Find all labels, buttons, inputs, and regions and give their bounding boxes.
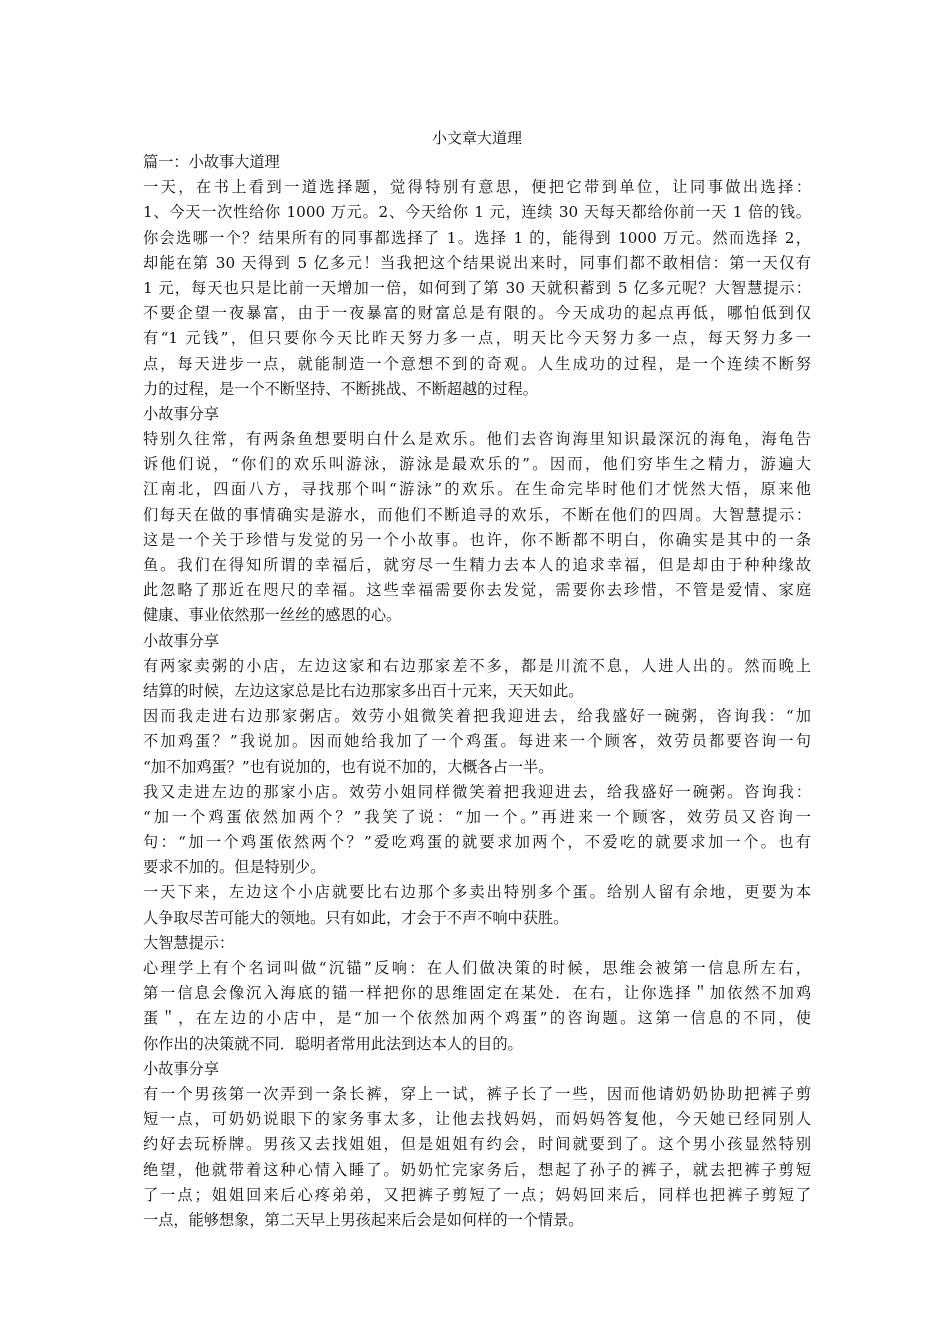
text-line: “加一个鸡蛋依然加两个？”我笑了说：“加一个。”再进来一个顾客，效劳员又咨询一 [143, 807, 811, 826]
text-line: 心理学上有个名词叫做“沉锚”反响：在人们做决策的时候，思维会被第一信息所左右， [143, 959, 811, 977]
text-line: 绝望，他就带着这种心情入睡了。奶奶忙完家务后，想起了孙子的裤子，就去把裤子剪短 [143, 1160, 811, 1179]
text-line: 有两家卖粥的小店，左边这家和右边那家差不多，都是川流不息，人进人出的。然而晚上 [143, 656, 811, 675]
text-line: 鱼。我们在得知所谓的幸福后，就穷尽一生精力去本人的追求幸福，但是却由于种种缘故 [143, 556, 811, 574]
document-body [143, 150, 811, 1233]
text-line: 要求不加的。但是特别少。 [143, 858, 326, 877]
text-line: 大智慧提示： [143, 933, 235, 952]
text-line: 健康、事业依然那一丝丝的感恩的心。 [143, 606, 402, 625]
text-line: 一天，在书上看到一道选择题，觉得特别有意思，便把它带到单位，让同事做出选择： [143, 178, 811, 197]
text-line: 你作出的决策就不同．聪明者常用此法到达本人的目的。 [143, 1034, 523, 1053]
text-line: 约好去玩桥牌。男孩又去找姐姐，但是姐姐有约会，时间就要到了。这个男小孩显然特别 [143, 1135, 811, 1154]
text-line: 一天下来，左边这个小店就要比右边那个多卖出特别多个蛋。给别人留有余地，更要为本 [143, 883, 811, 902]
text-line: “加不加鸡蛋？”也有说加的，也有说不加的，大概各占一半。 [143, 757, 554, 776]
text-line: 点，每天进步一点，就能制造一个意想不到的奇观。人生成功的过程，是一个连续不断努 [143, 354, 811, 373]
text-line: 1、今天一次性给你 1000 万元。2、今天给你 1 元，连续 30 天每天都给你前一天 1 倍的钱。 [143, 203, 811, 222]
text-line: 一点，能够想象，第二天早上男孩起来后会是如何样的一个情景。 [143, 1210, 584, 1229]
text-line: 却能在第 30 天得到 5 亿多元！当我把这个结果说出来时，同事们都不敢相信：第一天仅有 [143, 253, 811, 272]
text-line: 们每天在做的事情确实是游水，而他们不断追寻的欢乐，不断在他们的四周。大智慧提示： [143, 505, 811, 524]
text-line: 人争取尽苦可能大的领地。只有如此，才会于不声不响中获胜。 [143, 908, 569, 927]
text-line: 蛋＂，在左边的小店中，是“加一个依然加两个鸡蛋”的咨询题。这第一信息的不同，使 [143, 1009, 811, 1028]
document-page [143, 124, 811, 1233]
document-title: 小文章大道理 [431, 129, 522, 147]
text-line: 因而我走进右边那家粥店。效劳小姐微笑着把我迎进去，给我盛好一碗粥，咨询我：“加 [143, 707, 811, 726]
text-line: 我又走进左边的那家小店。效劳小姐同样微笑着把我迎进去，给我盛好一碗粥。咨询我： [143, 782, 811, 801]
text-line: 有“1 元钱”，但只要你今天比昨天努力多一点，明天比今天努力多一点，每天努力多一 [143, 329, 811, 348]
text-line: 力的过程，是一个不断坚持、不断挑战、不断超越的过程。 [143, 379, 538, 398]
text-line: 结算的时候，左边这家总是比右边那家多出百十元来，天天如此。 [143, 681, 584, 700]
text-line: 第一信息会像沉入海底的锚一样把你的思维固定在某处．在右，让你选择＂加依然不加鸡 [143, 984, 811, 1003]
text-line: 诉他们说，“你们的欢乐叫游泳，游泳是最欢乐的”。因而，他们穷毕生之精力，游遍大 [143, 455, 811, 474]
text-line: 句：“加一个鸡蛋依然两个？”爱吃鸡蛋的就要求加两个，不爱吃的就要求加一个。也有 [143, 833, 811, 852]
text-line: 1 元，每天也只是比前一天增加一倍，如何到了第 30 天就积蓄到 5 亿多元呢？大智慧提示： [143, 278, 811, 297]
text-line: 特别久往常，有两条鱼想要明白什么是欢乐。他们去咨询海里知识最深沉的海龟，海龟告 [143, 430, 811, 449]
text-line: 小故事分享 [143, 404, 219, 423]
text-line: 江南北，四面八方，寻找那个叫“游泳”的欢乐。在生命完毕时他们才恍然大悟，原来他 [143, 480, 811, 499]
text-line: 不要企望一夜暴富，由于一夜暴富的财富总是有限的。今天成功的起点再低，哪怕低到仅 [143, 304, 811, 323]
text-line: 了一点；姐姐回来后心疼弟弟，又把裤子剪短了一点；妈妈回来后，同样也把裤子剪短了 [143, 1185, 811, 1204]
text-line: 不加鸡蛋？”我说加。因而她给我加了一个鸡蛋。每进来一个顾客，效劳员都要咨询一句 [143, 732, 811, 751]
text-line: 短一点，可奶奶说眼下的家务事太多，让他去找妈妈，而妈妈答复他，今天她已经同别人 [143, 1110, 811, 1129]
text-line: 你会选哪一个？结果所有的同事都选择了 1。选择 1 的，能得到 1000 万元。然而选择 2， [143, 228, 811, 247]
text-line: 这是一个关于珍惜与发觉的另一个小故事。也许，你不断都不明白，你确实是其中的一条 [143, 530, 811, 549]
text-line: 此忽略了那近在咫尺的幸福。这些幸福需要你去发觉，需要你去珍惜，不管是爱情、家庭 [143, 581, 811, 600]
text-line: 有一个男孩第一次弄到一条长裤，穿上一试，裤子长了一些，因而他请奶奶协助把裤子剪 [143, 1084, 811, 1103]
text-line: 篇一：小故事大道理 [143, 153, 280, 171]
text-line: 小故事分享 [143, 631, 219, 650]
text-line: 小故事分享 [143, 1059, 219, 1078]
